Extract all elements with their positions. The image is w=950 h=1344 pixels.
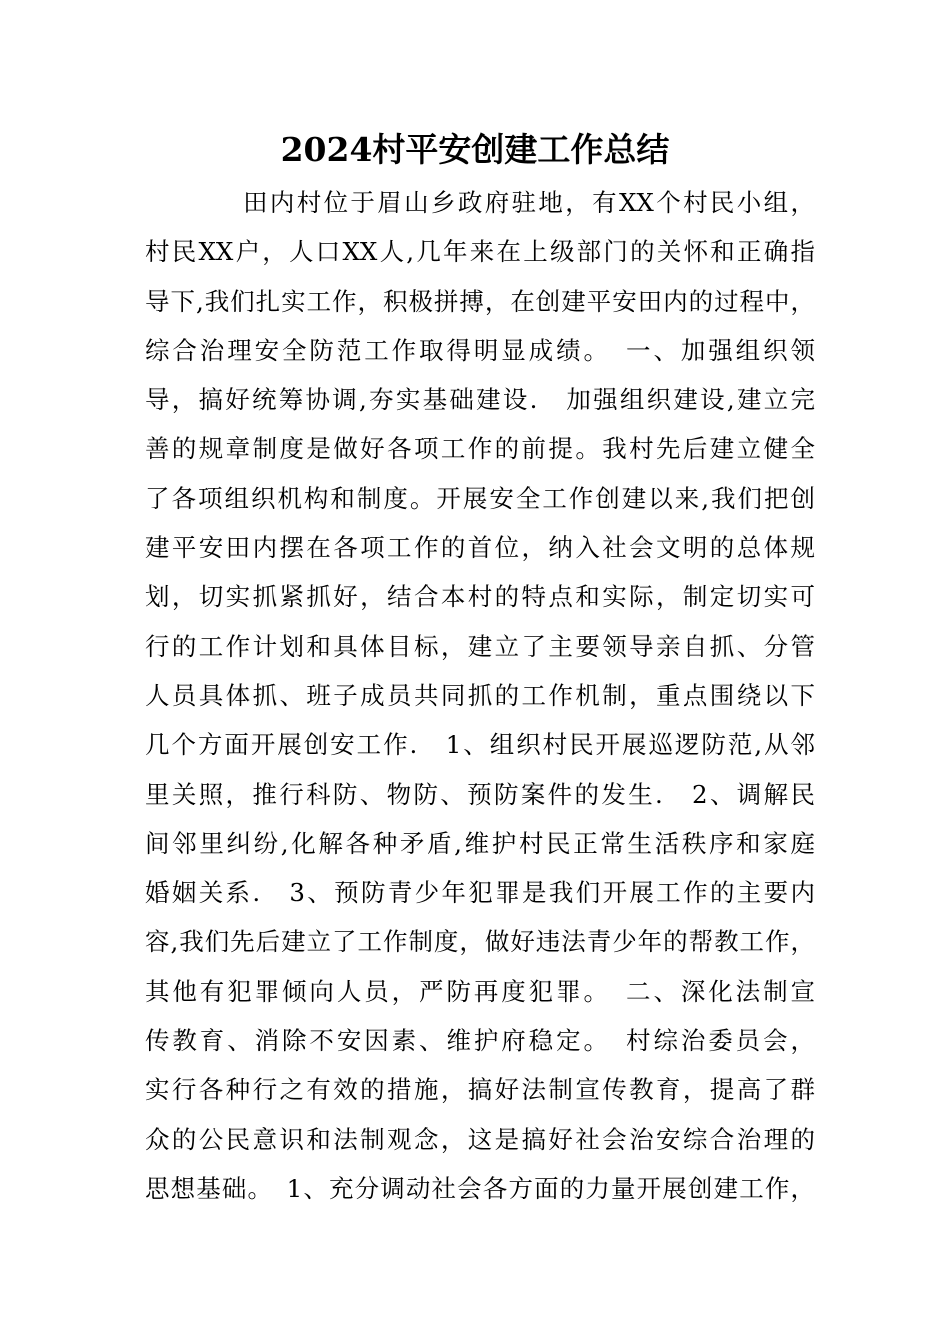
- text-line: 田内村位于眉山乡政府驻地，有XX个村民小组，: [243, 188, 815, 217]
- text-line: 思想基础。 1、充分调动社会各方面的力量开展创建工作，: [145, 1173, 815, 1203]
- document-title: 2024村平安创建工作总结: [280, 130, 670, 169]
- text-line: 婚姻关系. 3、预防青少年犯罪是我们开展工作的主要内: [145, 878, 815, 908]
- text-line: 划，切实抓紧抓好，结合本村的特点和实际，制定切实可: [145, 582, 815, 612]
- document-body: [145, 178, 815, 1213]
- text-line: 综合治理安全防范工作取得明显成绩。 一、加强组织领: [145, 335, 815, 365]
- text-line: 间邻里纠纷,化解各种矛盾,维护村民正常生活秩序和家庭: [145, 828, 815, 858]
- text-line: 几个方面开展创安工作. 1、组织村民开展巡逻防范,从邻: [145, 730, 815, 760]
- text-line: 了各项组织机构和制度。开展安全工作创建以来,我们把创: [145, 483, 815, 513]
- text-line: 导下,我们扎实工作，积极拼搏，在创建平安田内的过程中，: [145, 286, 815, 316]
- text-line: 其他有犯罪倾向人员，严防再度犯罪。 二、深化法制宣: [145, 976, 815, 1006]
- text-line: 人员具体抓、班子成员共同抓的工作机制，重点围绕以下: [145, 680, 815, 710]
- text-line: 容,我们先后建立了工作制度，做好违法青少年的帮教工作，: [145, 927, 815, 957]
- text-line: 实行各种行之有效的措施，搞好法制宣传教育，提高了群: [145, 1075, 815, 1105]
- text-line: 传教育、消除不安因素、维护府稳定。 村综治委员会，: [145, 1026, 815, 1056]
- text-line: 导，搞好统筹协调,夯实基础建设. 加强组织建设,建立完: [145, 385, 815, 415]
- text-line: 建平安田内摆在各项工作的首位，纳入社会文明的总体规: [145, 533, 815, 563]
- text-line: 众的公民意识和法制观念，这是搞好社会治安综合治理的: [145, 1124, 815, 1154]
- text-line: 行的工作计划和具体目标，建立了主要领导亲自抓、分管: [145, 631, 815, 661]
- text-line: 里关照，推行科防、物防、预防案件的发生. 2、调解民: [145, 779, 815, 809]
- text-line: 善的规章制度是做好各项工作的前提。我村先后建立健全: [145, 434, 815, 464]
- text-line: 村民XX户，人口XX人,几年来在上级部门的关怀和正确指: [145, 237, 815, 267]
